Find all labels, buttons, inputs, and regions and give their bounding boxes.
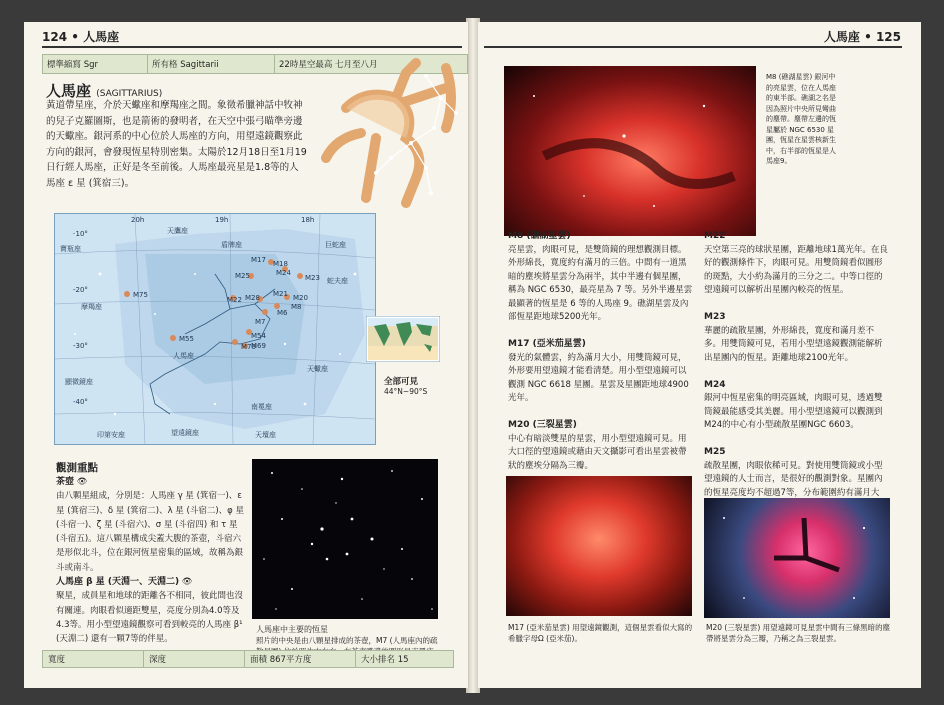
const-label: 天壇座 (255, 431, 276, 439)
messier-label: M20 (293, 294, 308, 302)
const-label: 摩羯座 (81, 303, 102, 311)
teapot-text: 由八顆星組成，分別是：人馬座 γ 星 (箕宿一)、ε 星 (箕宿三)、δ 星 (箕宿二)、λ 星 (斗宿二)、φ 星 (斗宿一)、ζ 星 (斗宿六)、σ 星 (斗宿四) 和 τ 星 (斗宿五)。這八顆星構成尖蓋大腹的茶壺，斗宿六是形似北斗，位在銀河恆星密集的區域，故稱為銀斗或南斗。 (56, 491, 244, 573)
ra-label: 18h (301, 216, 315, 224)
const-label: 盾牌座 (221, 241, 242, 249)
title-latin: (SAGITTARIUS) (96, 89, 163, 99)
area-cell: 面積 867平方度 (245, 651, 356, 667)
binocular-icon: 👁 (76, 477, 88, 487)
m8-lagoon-photo (504, 66, 756, 236)
abbrev-cell: 標準縮寫 Sgr (43, 55, 148, 73)
starfield-graphic (252, 459, 438, 619)
entries-column-right (704, 230, 890, 514)
const-label: 顯微鏡座 (65, 378, 93, 386)
ra-label: 20h (131, 216, 145, 224)
messier-label: M8 (291, 303, 302, 311)
starfield-photo (252, 459, 438, 619)
const-label: 寶瓶座 (60, 245, 81, 253)
footer-bar (42, 650, 454, 668)
observation-notes (56, 475, 246, 647)
dec-label: -40° (73, 398, 88, 406)
entry-text: 發光的氣體雲，約為滿月大小，用雙筒鏡可見，外形要用望遠鏡才能看清楚。用小型望遠鏡可以觀測 NGC 6618 星團。星雲及星團距地球4900光年。 (508, 352, 689, 403)
star-chart (54, 213, 376, 445)
messier-label: M6 (277, 309, 288, 317)
messier-label: M28 (245, 294, 260, 302)
messier-label: M23 (305, 274, 320, 282)
messier-label: M24 (276, 269, 291, 277)
const-label: 南冕座 (251, 403, 272, 411)
m8-dust-graphic (504, 66, 756, 236)
dec-label: -10° (73, 230, 88, 238)
observation-heading: 觀測重點 (56, 462, 98, 474)
entry-title: M17 (亞米茄星雲) (508, 339, 586, 349)
depth-cell: 深度 (144, 651, 245, 667)
messier-label: M25 (235, 272, 250, 280)
page-header-left: 124 • 人馬座 (42, 30, 120, 44)
dec-label: -20° (73, 286, 88, 294)
beta-star-text: 聚星，成員星和地球的距離各不相同，彼此間也沒有關連。肉眼看似適距雙星，亮度分別為4.0等及4.3等。用小型望遠鏡觀察可看到較亮的人馬座 β¹ (天淵二) 還有一顆7等的伴星。 (56, 591, 244, 645)
messier-label: M70 (241, 343, 256, 351)
m17-omega-photo (506, 476, 692, 616)
entry-text: 中心有暗淡雙星的星雲，用小型望遠鏡可見。用大口徑的望遠鏡或藉由天文攝影可看出星雲被帶狀的塵埃分隔為三瓣。 (508, 433, 687, 471)
const-label: 巨蛇座 (325, 241, 346, 249)
entries-column-left (508, 230, 694, 473)
messier-label: M17 (251, 256, 266, 264)
size-rank-cell: 大小排名 15 (356, 651, 453, 667)
entry-text: 銀河中恆星密集的明亮區域，肉眼可見，透過雙筒鏡最能感受其美麗。用小型望遠鏡可以觀測到M24的中心有小型疏散星團NGC 6603。 (704, 393, 883, 430)
const-label: 人馬座 (173, 352, 194, 360)
entry-text: 華麗的疏散星團，外形綿長，寬度和滿月差不多。用雙筒鏡可見，若用小型望遠鏡觀測能解析出星團內的恆星。距離地球2100光年。 (704, 325, 883, 363)
const-label: 印第安座 (97, 431, 125, 439)
messier-label: M18 (273, 260, 288, 268)
visibility-caption: 全部可見 (384, 377, 419, 387)
m20-dust-graphic (704, 498, 890, 618)
entry-text: 天空第三亮的球狀星團，距離地球1萬光年。在良好的觀測條件下，肉眼可見。用雙筒鏡看似圓形的斑點，大小約為滿月的三分之二。中等口徑的望遠鏡可以解析出星團內較亮的恆星。 (704, 244, 888, 295)
messier-label: M22 (227, 296, 242, 304)
entry-title: M8 (礁湖星雲) (508, 231, 571, 241)
m20-caption: M20 (三裂星雲) 用望遠鏡可見星雲中間有三條黑暗的塵帶將星雲分為三瓣，乃稱之為三裂星雲。 (706, 623, 891, 643)
best-view-cell: 22時星空最高 七月至八月 (275, 55, 467, 73)
entry-title: M22 (704, 231, 726, 241)
entry-title: M23 (704, 312, 726, 322)
visibility-world-map (366, 316, 440, 362)
entry-title: M25 (704, 447, 726, 457)
messier-label: M7 (255, 318, 266, 326)
messier-label: M69 (251, 342, 266, 350)
messier-label: M55 (179, 335, 194, 343)
messier-label: M21 (273, 290, 288, 298)
header-rule (484, 46, 902, 48)
header-rule (42, 46, 462, 48)
page-header-right: 人馬座 • 125 (823, 30, 901, 44)
visibility-range: 44°N~90°S (384, 387, 428, 396)
ra-label: 19h (215, 216, 229, 224)
eye-icon: 👁 (181, 577, 193, 588)
dec-label: -30° (73, 342, 88, 350)
const-label: 蛇夫座 (327, 277, 348, 285)
entry-text: 亮星雲，肉眼可見，是雙筒鏡的理想觀測目標。外形綿長，寬度約有滿月的三倍。中間有一道黑暗的塵埃將星雲分為兩半，其中半邊有個星團，稱為 NGC 6530，最亮星為 7 等。另外半邊星雲最顯著的恆星是 6 等的人馬座 9。礁湖星雲及內部恆星距地球5200光年。 (508, 244, 693, 322)
m20-trifid-photo (704, 498, 890, 618)
entry-text: 疏散星團，肉眼依稀可見。對使用雙筒鏡或小型望遠鏡的人士而言，是很好的觀測對象。星團內的恆星亮度均不超過7等，分布範圍約有滿月大 (704, 460, 883, 498)
width-cell: 寬度 (43, 651, 144, 667)
starfield-caption-text: 照片的中央是由八顆星排成的茶壺，M7 (人馬座內的疏 (256, 636, 438, 645)
const-label: 望遠鏡座 (171, 429, 199, 437)
starfield-caption-title: 人馬座中主要的恆星 (256, 625, 328, 634)
teapot-title: 茶壺 (56, 477, 75, 487)
messier-label: M75 (133, 291, 148, 299)
entry-title: M20 (三裂星雲) (508, 420, 577, 430)
const-label: 天鷹座 (167, 227, 188, 235)
const-label: 天蠍座 (307, 365, 328, 373)
entry-title: M24 (704, 379, 726, 390)
messier-label: M54 (251, 332, 266, 340)
genitive-cell: 所有格 Sagittarii (148, 55, 275, 73)
m17-caption: M17 (亞米茄星雲) 用望遠鏡觀測，這個星雲看似大寫的希臘字母Ω (亞米茄)。 (508, 623, 693, 643)
title-cn: 人馬座 (46, 82, 92, 100)
left-page (24, 22, 469, 688)
m8-side-caption: M8 (礁湖星雲) 銀河中的亮星雲，位在人馬座的東半部。礁湖之名是因為照片中央所見彎曲的塵帶。塵帶左邊的恆星屬於 NGC 6530 星團，恆星在星雲核新生中，右半部的恆星是人馬座9。 (766, 73, 836, 165)
beta-star-title: 人馬座 β 星 (天淵一、天淵二) (56, 577, 180, 588)
intro-text: 黃道帶星座，介於天蠍座和摩羯座之間。象徵希臘神話中牧神的兒子克羅圖斯，也是箭術的發明者，在天空中張弓瞄準旁邊的天蠍座。銀河系的中心位於人馬座的方向，用望遠鏡觀察此方向的銀河，會發現恆星特別密集。太陽於12月18日至1月19日行經人馬座，正好是冬至前後。人馬座最亮星是1.8等的人馬座 ε 星 (箕宿三)。 (46, 100, 307, 189)
right-page (478, 22, 921, 688)
sagittarius-figure (306, 58, 466, 208)
